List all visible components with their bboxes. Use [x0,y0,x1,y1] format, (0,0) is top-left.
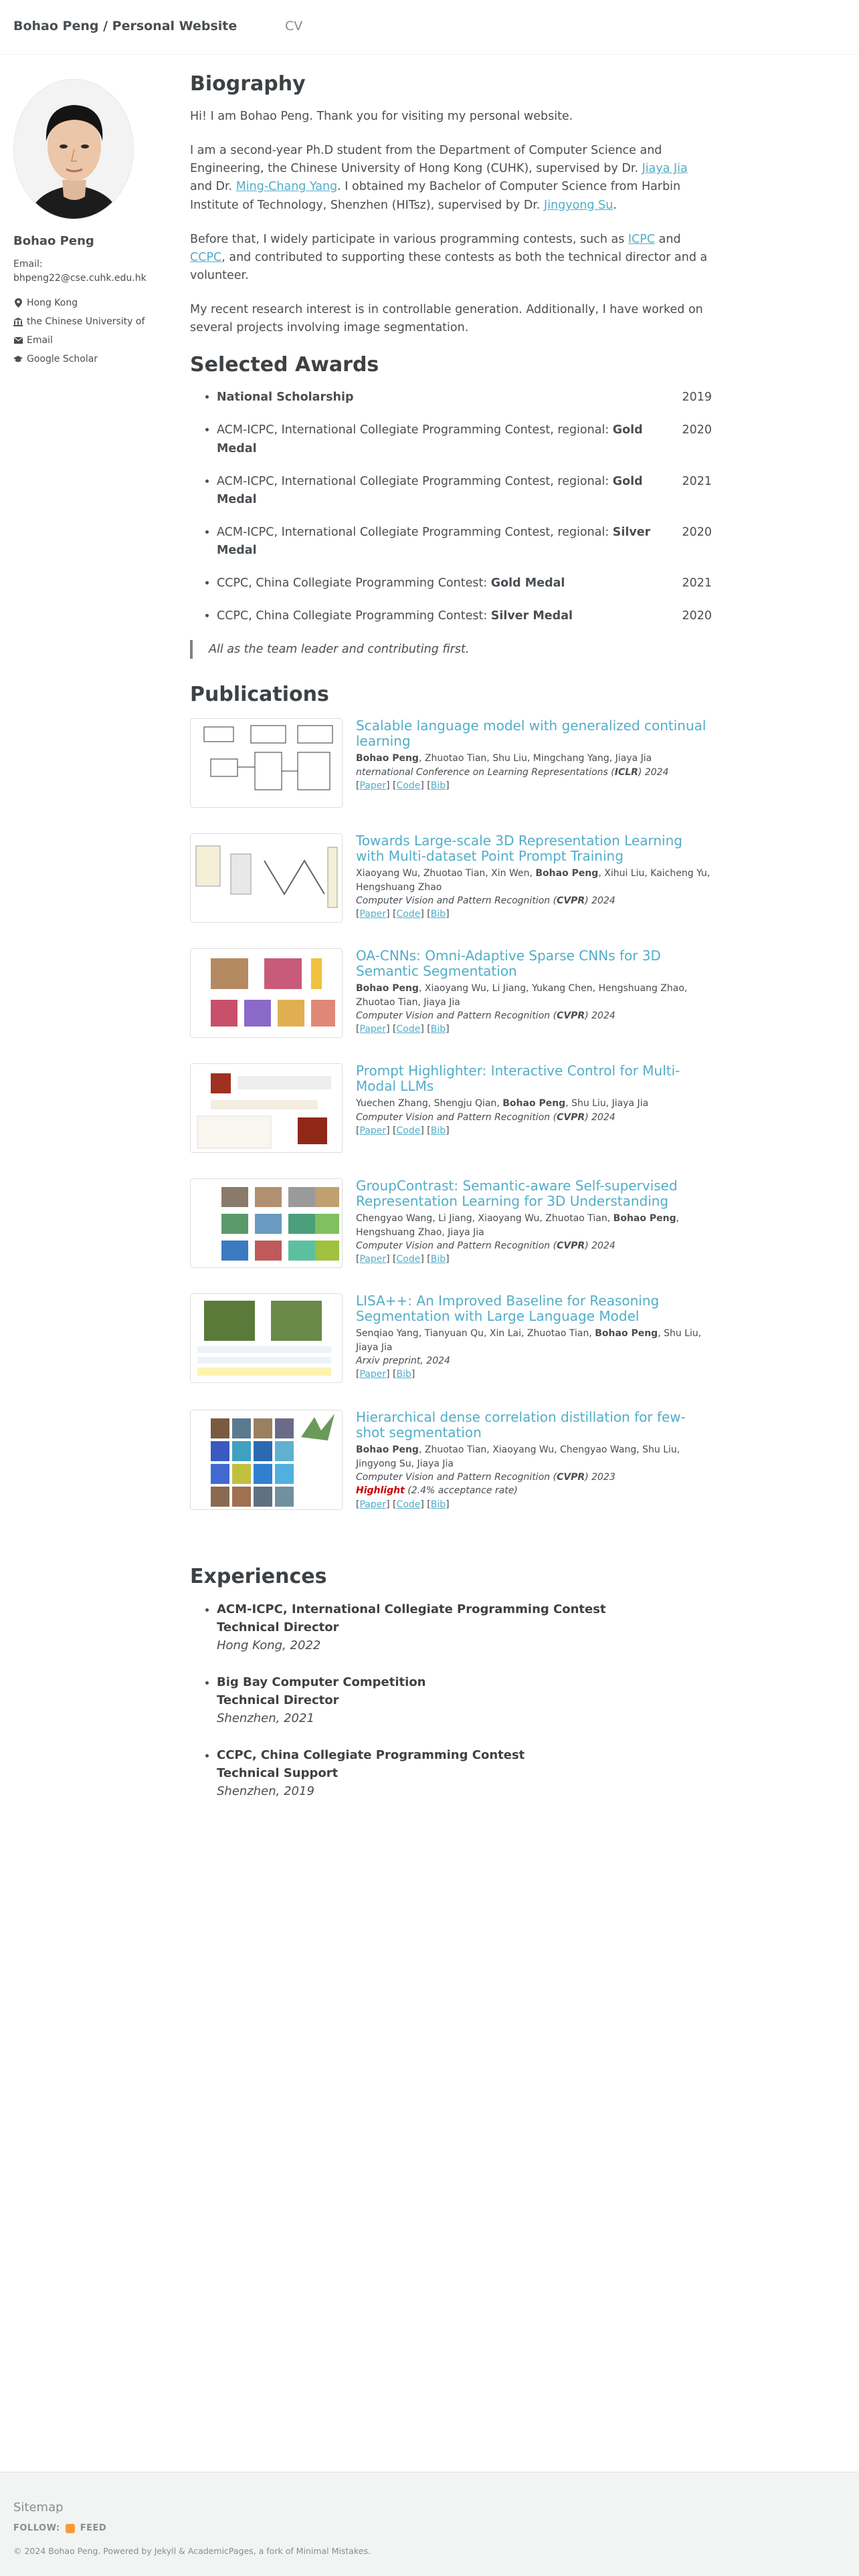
ccpc-link[interactable]: CCPC [190,250,222,264]
experience-place: Shenzhen, 2021 [217,1711,314,1726]
publication-info [356,1063,712,1162]
publication-venue [356,1111,712,1124]
icpc-link[interactable]: ICPC [628,232,656,246]
bio-p2-text-c: . I obtained my Bachelor of Computer Science from Harbin Institute of Technology, Shenzhen (HITsz), supervised by Dr. [190,180,681,212]
publication-title-link[interactable]: Prompt Highlighter: Interactive Control for Multi-Modal LLMs [356,1063,680,1095]
publication-title-link[interactable]: Towards Large-scale 3D Representation Learning with Multi-dataset Point Prompt Training [356,833,682,865]
paper-link[interactable]: Paper [359,1499,387,1510]
authors-pre: Chengyao Wang, Li Jiang, Xiaoyang Wu, Zhuotao Tian, [356,1213,613,1224]
bio-p2-text-b: and Dr. [190,180,236,194]
bio-paragraph-3 [190,231,712,285]
rss-feed-icon [66,2524,75,2533]
publication-item [190,1063,712,1162]
scholar-item[interactable] [13,354,161,364]
main-content [190,72,712,1819]
publication-authors [356,867,712,894]
publication-venue: Arxiv preprint, 2024 [356,1355,450,1366]
award-year: 2020 [682,609,712,623]
paper-link[interactable]: Paper [359,1125,387,1136]
award-prefix: ACM-ICPC, International Collegiate Programming Contest, regional: [217,525,613,539]
avatar [13,79,134,219]
award-year: 2019 [682,391,712,405]
award-prefix: ACM-ICPC, International Collegiate Programming Contest, regional: [217,423,613,437]
publication-item [190,833,712,932]
publication-title-link[interactable]: Scalable language model with generalized continual learning [356,718,706,750]
awards-heading: Selected Awards [190,353,379,377]
publication-links: [Paper] [Code] [Bib] [356,780,450,791]
jingyong-su-link[interactable]: Jingyong Su [544,198,613,212]
publication-title-link[interactable]: Hierarchical dense correlation distillation for few-shot segmentation [356,1409,686,1441]
email-link[interactable]: Email [27,335,53,346]
publication-info [356,1178,712,1277]
publication-thumbnail[interactable] [190,1063,343,1153]
masthead [0,0,859,55]
authors-post: , Zhuotao Tian, Xiaoyang Wu, Chengyao Wang, Shu Liu, Jingyong Su, Jiaya Jia [356,1444,680,1469]
graduation-cap-icon [13,355,23,363]
author-self: Bohao Peng [595,1328,658,1339]
publication-venue [356,1471,712,1484]
author-self: Bohao Peng [535,868,599,879]
publication-links: [Paper] [Bib] [356,1369,415,1380]
author-self: Bohao Peng [613,1213,676,1224]
award-item [217,574,712,593]
publication-authors [356,752,712,765]
publication-venue [356,1009,712,1023]
publication-thumbnail[interactable] [190,1178,343,1268]
experience-item [217,1600,712,1654]
publication-info [356,1293,712,1394]
location-text: Hong Kong [27,298,78,308]
university-item [13,316,161,327]
paper-link[interactable]: Paper [359,780,387,791]
venue-post: ) 2024 [638,766,669,778]
experience-org: • CCPC, China Collegiate Programming Contest [217,1748,525,1763]
award-title: Silver Medal [490,609,573,623]
venue-pre: Computer Vision and Pattern Recognition ( [356,1010,557,1021]
publication-links: [Paper] [Code] [Bib] [356,909,450,920]
sitemap-link[interactable]: Sitemap [13,2500,64,2514]
code-link[interactable]: Code [396,1499,421,1510]
venue-post: ) 2024 [585,1010,615,1021]
venue-abbr: CVPR [557,1010,585,1021]
author-sidebar [13,79,161,372]
authors-pre: Xiaoyang Wu, Zhuotao Tian, Xin Wen, [356,868,536,879]
venue-post: ) 2024 [585,1240,615,1251]
bib-link[interactable]: Bib [430,909,446,920]
experience-role: Technical Support [217,1766,339,1781]
paper-link[interactable]: Paper [359,1254,387,1265]
follow-label: FOLLOW: [13,2523,60,2533]
bio-p2-text-d: . [613,198,617,212]
publication-venue [356,766,712,779]
paper-link[interactable]: Paper [359,909,387,920]
author-name: Bohao Peng [13,234,94,248]
authors-pre: Yuechen Zhang, Shengju Qian, [356,1098,503,1109]
award-item [217,389,712,407]
publication-thumbnail[interactable] [190,1410,343,1510]
university-text: the Chinese University of [27,316,145,327]
code-link[interactable]: Code [396,1024,421,1035]
publication-highlight [356,1484,712,1497]
experience-org: • Big Bay Computer Competition [217,1675,426,1690]
venue-pre: nternational Conference on Learning Representations ( [356,766,615,778]
venue-post: ) 2024 [585,1111,615,1123]
venue-abbr: CVPR [557,1240,585,1251]
follow-bar [13,2523,106,2533]
award-item [217,524,712,560]
publication-info [356,718,712,817]
bio-p3-text-a: Before that, I widely participate in various programming contests, such as [190,232,628,246]
bib-link[interactable]: Bib [430,1499,446,1510]
award-prefix: ACM-ICPC, International Collegiate Programming Contest, regional: [217,474,613,488]
publication-title-link[interactable]: LISA++: An Improved Baseline for Reasoning Segmentation with Large Language Model [356,1293,660,1325]
publication-item [190,718,712,817]
venue-post: ) 2023 [585,1471,615,1483]
experience-role: Technical Director [217,1693,339,1708]
experience-item [217,1673,712,1727]
publication-item [190,1410,712,1517]
authors-post: , Xihui Liu, Kaicheng Yu, Hengshuang Zhao [356,868,710,893]
authors-post: , Shu Liu, Jiaya Jia [356,1328,702,1353]
authors-post: , Shu Liu, Jiaya Jia [565,1098,649,1109]
experiences-heading: Experiences [190,1565,327,1589]
publication-thumbnail[interactable] [190,1293,343,1383]
author-links [13,298,161,364]
venue-pre: Computer Vision and Pattern Recognition ( [356,1111,557,1123]
publication-thumbnail[interactable] [190,833,343,923]
publication-venue [356,894,712,907]
paper-link[interactable]: Paper [359,1024,387,1035]
publication-authors [356,1443,712,1471]
award-title: Silver Medal [217,525,651,557]
author-self: Bohao Peng [356,753,419,764]
award-title: National Scholarship [217,391,354,405]
award-item [217,473,712,509]
envelope-icon [13,337,23,344]
award-title: Gold Medal [217,474,643,506]
bio-paragraph-2 [190,142,712,215]
award-item [217,421,712,457]
bib-link[interactable]: Bib [430,1024,446,1035]
publication-links: [Paper] [Code] [Bib] [356,1254,450,1265]
jiaya-jia-link[interactable]: Jiaya Jia [642,162,688,176]
bio-paragraph-4: My recent research interest is in controllable generation. Additionally, I have worked on several projects involving image segmentation. [190,303,703,335]
author-self: Bohao Peng [502,1098,566,1109]
experience-org: • ACM-ICPC, International Collegiate Programming Contest [217,1602,606,1617]
venue-abbr: CVPR [557,1111,585,1123]
google-scholar-link[interactable]: Google Scholar [27,354,98,364]
author-self: Bohao Peng [356,983,419,994]
publications-heading: Publications [190,683,329,707]
email-label [13,257,161,286]
avatar-photo [14,80,134,219]
publication-authors [356,1327,712,1354]
highlight-note: (2.4% acceptance rate) [404,1485,518,1497]
publication-thumbnail[interactable] [190,718,343,808]
email-address: bhpeng22@cse.cuhk.edu.hk [13,273,147,284]
publication-links: [Paper] [Code] [Bib] [356,1125,450,1136]
publication-authors [356,1097,712,1110]
venue-pre: Computer Vision and Pattern Recognition ( [356,895,557,906]
publication-authors [356,982,712,1009]
awards-list [217,389,712,625]
author-self: Bohao Peng [356,1444,419,1456]
paper-link[interactable]: Paper [359,1369,387,1380]
authors-post: , Xiaoyang Wu, Li Jiang, Yukang Chen, Hengshuang Zhao, Zhuotao Tian, Jiaya Jia [356,983,688,1008]
email-item[interactable] [13,335,161,346]
publication-thumbnail[interactable] [190,948,343,1038]
highlight-badge: Highlight [356,1485,405,1497]
publication-venue [356,1239,712,1253]
bio-p3-text-c: , and contributed to supporting these contests as both the technical director and a volunteer. [190,250,708,282]
award-title: Gold Medal [490,576,565,591]
page-footer [0,2472,859,2576]
award-year: 2021 [682,576,712,591]
bib-link[interactable]: Bib [430,1125,446,1136]
experience-place: Hong Kong, 2022 [217,1638,321,1653]
publication-title-link[interactable]: OA-CNNs: Omni-Adaptive Sparse CNNs for 3D Semantic Segmentation [356,948,661,980]
publication-info [356,948,712,1047]
feed-link[interactable]: FEED [80,2523,107,2533]
ming-chang-yang-link[interactable]: Ming-Chang Yang [235,180,338,194]
copyright-text: © 2024 Bohao Peng. Powered by Jekyll & AcademicPages, a fork of Minimal Mistakes. [13,2546,371,2556]
publication-item [190,948,712,1047]
venue-abbr: ICLR [614,766,638,778]
code-link[interactable]: Code [396,780,421,791]
code-link[interactable]: Code [396,909,421,920]
experience-role: Technical Director [217,1620,339,1635]
publication-info [356,833,712,932]
experiences-list [217,1600,712,1800]
award-year: 2020 [682,525,712,539]
nav-cv-link[interactable]: CV [285,19,303,33]
publication-links: [Paper] [Code] [Bib] [356,1499,450,1510]
biography-heading: Biography [190,72,306,96]
venue-pre: Computer Vision and Pattern Recognition ( [356,1240,557,1251]
experience-place: Shenzhen, 2019 [217,1784,314,1799]
award-item [217,607,712,625]
location-item [13,298,161,308]
award-prefix: CCPC, China Collegiate Programming Contest: [217,576,491,591]
authors-post: , Hengshuang Zhao, Jiaya Jia [356,1213,680,1238]
venue-abbr: CVPR [557,895,585,906]
awards-note: All as the team leader and contributing first. [190,640,712,659]
venue-abbr: CVPR [557,1471,585,1483]
publication-info [356,1410,712,1517]
university-icon [13,318,23,326]
code-link[interactable]: Code [396,1254,421,1265]
bio-p2-text-a: I am a second-year Ph.D student from the Department of Computer Science and Engineering, the Chinese University of Hong Kong (CUHK), supervised by Dr. [190,144,662,176]
authors-pre: Senqiao Yang, Tianyuan Qu, Xin Lai, Zhuotao Tian, [356,1328,595,1339]
bio-p3-text-b: and [655,232,681,246]
award-year: 2020 [682,423,712,437]
experience-item [217,1746,712,1800]
bib-link[interactable]: Bib [430,1254,446,1265]
email-label-text: Email: [13,259,43,270]
bio-paragraph-1: Hi! I am Bohao Peng. Thank you for visiting my personal website. [190,110,573,123]
venue-pre: Computer Vision and Pattern Recognition ( [356,1471,557,1483]
award-title: Gold Medal [217,423,643,455]
bib-link[interactable]: Bib [430,780,446,791]
publication-item [190,1293,712,1394]
map-marker-icon [13,298,23,308]
authors-post: , Zhuotao Tian, Shu Liu, Mingchang Yang, Jiaya Jia [418,753,652,764]
venue-post: ) 2024 [585,895,615,906]
site-title-link[interactable]: Bohao Peng / Personal Website [13,19,237,33]
bib-link[interactable]: Bib [396,1369,411,1380]
publication-links: [Paper] [Code] [Bib] [356,1024,450,1035]
publication-item [190,1178,712,1277]
publication-title-link[interactable]: GroupContrast: Semantic-aware Self-supervised Representation Learning for 3D Understanding [356,1178,678,1210]
code-link[interactable]: Code [396,1125,421,1136]
award-prefix: CCPC, China Collegiate Programming Contest: [217,609,491,623]
award-year: 2021 [682,474,712,488]
publication-authors [356,1212,712,1239]
